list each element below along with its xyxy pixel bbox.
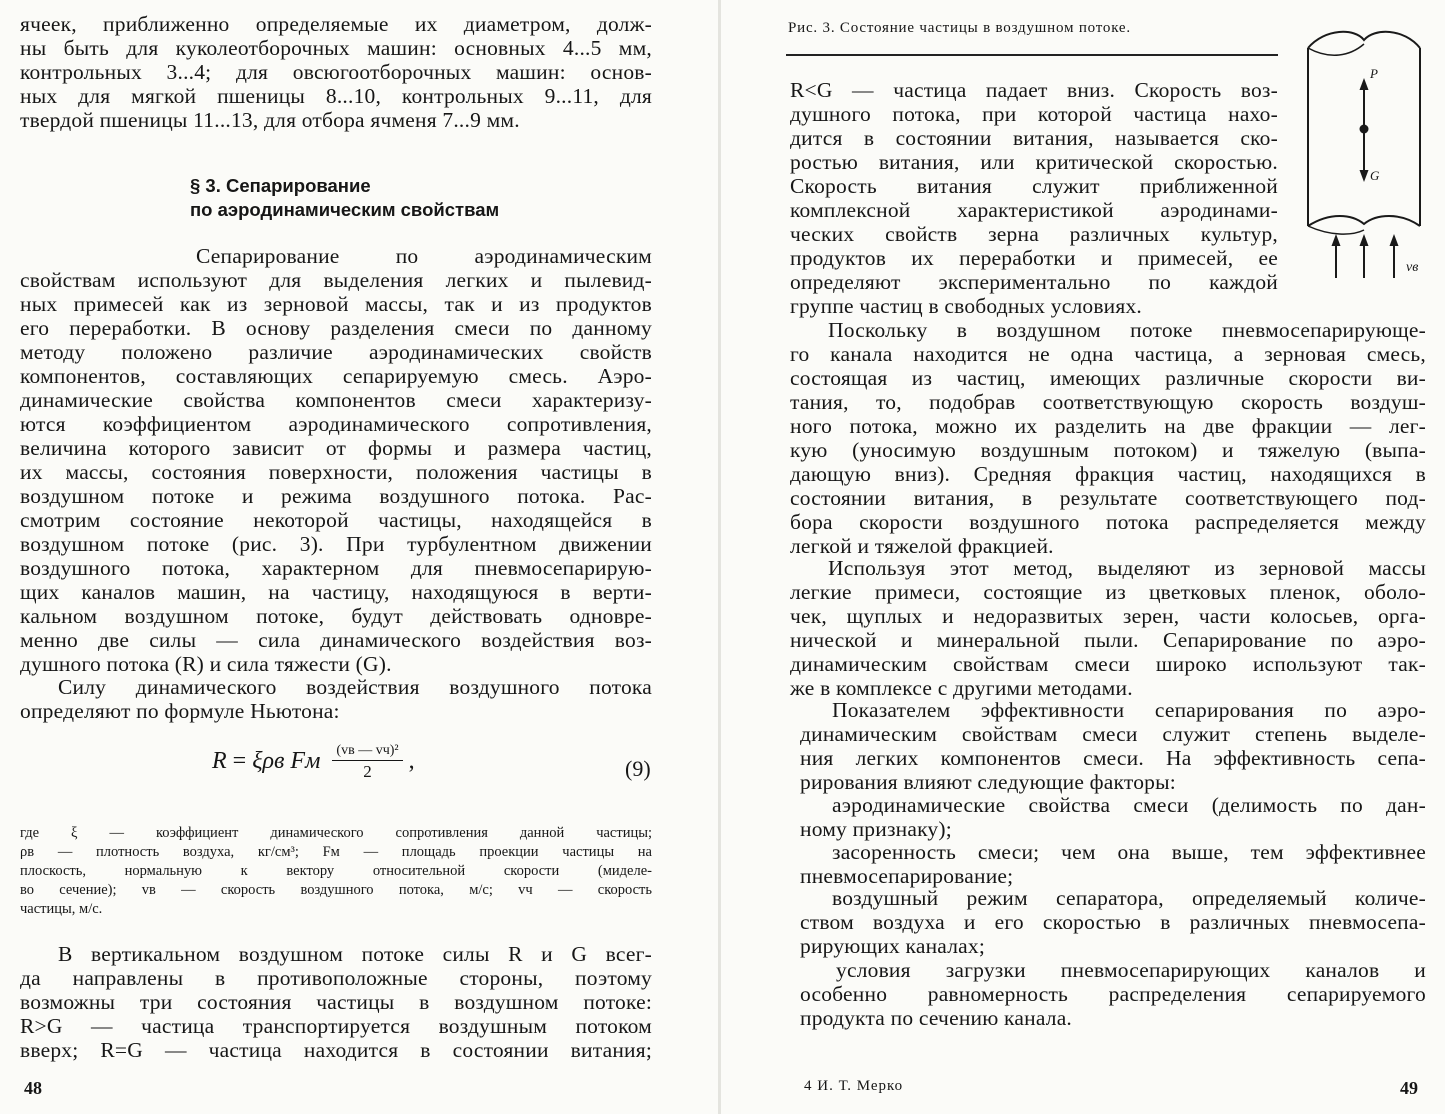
text-line: кальном воздушном потоке, будут действовать одновре- (20, 604, 652, 628)
heading-line-2: по аэродинамическим свойствам (190, 199, 500, 220)
text-line: динамические свойства компонентов смеси характеризу- (20, 388, 652, 412)
text-line: динамическим свойствам смеси широко используют так- (790, 652, 1426, 676)
footer-signature: 4 И. Т. Мерко (804, 1078, 904, 1094)
force-label-upper: P (1370, 66, 1378, 81)
paragraph-3 (20, 942, 652, 1062)
text-line: Показателем эффективности сепарирования по аэро- (832, 698, 1426, 722)
heading-line-1: § 3. Сепарирование (190, 175, 371, 196)
flow-arrowhead-1 (1332, 234, 1341, 246)
text-line: особенно равномерность распределения сепарируемого (800, 982, 1426, 1006)
text-line: величина которого зависит от формы и размера частиц, (20, 436, 652, 460)
text-line: комплексной характеристикой аэродинами- (790, 198, 1278, 222)
note-line: частицы, м/с. (20, 901, 103, 917)
equation-number: (9) (625, 756, 651, 781)
tube-bottom-inner (1308, 226, 1364, 234)
air-flow-figure (1300, 26, 1432, 286)
text-line: же в комплексе с другими методами. (790, 676, 1133, 700)
text-line: вверх; R=G — частица находится в состоянии витания; (20, 1038, 652, 1062)
text-line: продукта по сечению канала. (800, 1006, 1073, 1030)
text-line: ного потока, можно их разделить на две фракции — лег- (790, 414, 1426, 438)
text-line: ческих свойств зерна различных культур, (790, 222, 1278, 246)
page-gutter (718, 0, 721, 1114)
text-line: Сепарирование по аэродинамическим (196, 244, 652, 268)
text-line: воздушного потока, характерном для пневмосепарирую- (20, 556, 652, 580)
text-line: ных примесей как из зерновой массы, так и из продуктов (20, 292, 652, 316)
text-line: менно две силы — сила динамического воздействия воз- (20, 628, 652, 652)
text-line: дающую вниз). Средняя фракция частиц, находящихся в (790, 462, 1426, 486)
text-line: их массы, состояния поверхности, положения частицы в (20, 460, 652, 484)
force-label-lower: G (1370, 168, 1380, 183)
text-line: компонентов, составляющих сепарируемую смесь. Аэро- (20, 364, 652, 388)
caption-rule (786, 54, 1278, 56)
text-line: Силу динамического воздействия воздушного потока (58, 675, 652, 699)
text-line: определяют по формуле Ньютона: (20, 699, 340, 723)
note-line: ρв — плотность воздуха, кг/см³; Fм — площадь проекции частицы на (20, 844, 652, 860)
page-number-right: 49 (1400, 1078, 1418, 1098)
intro-paragraph (20, 12, 652, 132)
factor-2 (800, 840, 1426, 888)
text-line: методу положено различие аэродинамических свойств (20, 340, 652, 364)
right-paragraph-1 (790, 78, 1278, 318)
text-line: ния легких компонентов смеси. На эффективность сепа- (800, 746, 1426, 770)
flow-velocity-label: vв (1406, 260, 1419, 275)
text-line: воздушном потоке и режима воздушного потока. Рас- (20, 484, 652, 508)
text-line: дится в состоянии витания, называется ско- (790, 126, 1278, 150)
paragraph-1 (20, 244, 652, 676)
text-line: ются коэффициентом аэродинамического сопротивления, (20, 412, 652, 436)
text-line: го канала находится не одна частица, а зерновая смесь, (790, 342, 1426, 366)
text-line: состоящая из частиц, имеющих различные скорости ви- (790, 366, 1426, 390)
force-g-arrowhead (1360, 170, 1369, 182)
text-line: ством воздуха и его скоростью в различных пневмосепа- (800, 910, 1426, 934)
text-line: легкой и тяжелой фракцией. (790, 534, 1054, 558)
text-line: возможны три состояния частицы в воздушном потоке: (20, 990, 652, 1014)
section-heading (190, 174, 590, 222)
formula-fraction (332, 742, 402, 783)
particle-dot (1360, 125, 1369, 134)
text-line: R<G — частица падает вниз. Скорость воз- (790, 78, 1278, 102)
formula-lhs: R (212, 748, 227, 775)
text-line: щих каналов машин, на частицу, находящуюся в верти- (20, 580, 652, 604)
text-line: определяют экспериментально по каждой (790, 270, 1278, 294)
formula-coefficients: ξρв Fм (252, 748, 321, 775)
text-line: Используя этот метод, выделяют из зерновой массы (828, 556, 1426, 580)
right-paragraph-3 (790, 556, 1426, 700)
text-line: группе частиц в свободных условиях. (790, 294, 1142, 318)
text-line: ны быть для куколеотборочных машин: основных 4...5 мм, (20, 36, 652, 60)
formula-numerator: (vв — vч)² (332, 742, 402, 761)
text-line: Скорость витания служит приближенной (790, 174, 1278, 198)
note-line: плоскость, нормальную к вектору относительной скорости (миделе- (20, 863, 652, 879)
text-line: душного потока, при которой частица нахо- (790, 102, 1278, 126)
text-line: воздушный режим сепаратора, определяемый количе- (832, 886, 1426, 910)
text-line: ных для мягкой пшеницы 8...10, контрольных 9...11, для (20, 84, 652, 108)
formula-trailing-comma: , (408, 748, 415, 775)
text-line: ячеек, приближенно определяемые их диаметром, долж- (20, 12, 652, 36)
text-line: рирования влияют следующие факторы: (800, 770, 1176, 794)
text-line: условия загрузки пневмосепарирующих каналов и (836, 958, 1426, 982)
text-line: легкие примеси, состоящие из цветковых пленок, оболо- (790, 580, 1426, 604)
tube-bottom-edge (1308, 216, 1420, 226)
text-line: аэродинамические свойства смеси (делимость по дан- (832, 793, 1426, 817)
text-line: твердой пшеницы 11...13, для отбора ячменя 7...9 мм. (20, 108, 520, 132)
text-line: состоянии витания, в результате соответствующего под- (790, 486, 1426, 510)
flow-arrowhead-3 (1390, 234, 1399, 246)
force-r-arrowhead (1360, 78, 1369, 90)
text-line: пневмосепарирование; (800, 864, 1014, 888)
note-line: где ξ — коэффициент динамического сопротивления данной частицы; (20, 825, 652, 841)
page-number-left: 48 (24, 1078, 42, 1098)
text-line: смотрим состояние некоторой частицы, находящейся в (20, 508, 652, 532)
text-line: засоренность смеси; чем она выше, тем эффективнее (832, 840, 1426, 864)
text-line: душного потока (R) и сила тяжести (G). (20, 652, 392, 676)
figure-caption: Рис. 3. Состояние частицы в воздушном потоке. (788, 20, 1131, 36)
left-page (0, 0, 712, 1114)
text-line: рирующих каналах; (800, 934, 986, 958)
tube-top-inner (1308, 44, 1364, 55)
right-paragraph-2 (790, 318, 1426, 558)
factor-1 (800, 793, 1426, 841)
text-line: да направлены в противоположные стороны, поэтому (20, 966, 652, 990)
right-page (728, 0, 1445, 1114)
text-line: R>G — частица транспортируется воздушным потоком (20, 1014, 652, 1038)
tube-top-edge (1308, 32, 1420, 48)
text-line: нической и минеральной пыли. Сепарирование по аэро- (790, 628, 1426, 652)
text-line: контрольных 3...4; для овсюгоотборочных машин: основ- (20, 60, 652, 84)
formula-9 (212, 742, 512, 783)
text-line: Поскольку в воздушном потоке пневмосепарирующе- (828, 318, 1426, 342)
note-line: во сечение); vв — скорость воздушного потока, м/с; vч — скорость (20, 882, 652, 898)
text-line: ростью витания, или критической скоростью. (790, 150, 1278, 174)
text-line: свойствам используют для выделения легких и пылевид- (20, 268, 652, 292)
text-line: воздушном потоке (рис. 3). При турбулентном движении (20, 532, 652, 556)
text-line: его переработки. В основу разделения смеси по данному (20, 316, 652, 340)
flow-arrowhead-2 (1360, 234, 1369, 246)
text-line: чек, щуплых и недоразвитых зерен, части колосьев, орга- (790, 604, 1426, 628)
text-line: В вертикальном воздушном потоке силы R и G всег- (58, 942, 652, 966)
text-line: тания, то, подобрав соответствующую скорость воздуш- (790, 390, 1426, 414)
formula-denominator: 2 (363, 762, 372, 781)
factor-4 (800, 958, 1426, 1030)
text-line: бора скорости воздушного потока распределяется между (790, 510, 1426, 534)
text-line: кую (уносимую воздушным потоком) и тяжелую (выпа- (790, 438, 1426, 462)
text-line: динамическим свойствам смеси служит степень выделе- (800, 722, 1426, 746)
paragraph-2 (20, 675, 652, 723)
text-line: ному признаку); (800, 817, 952, 841)
formula-notes (20, 824, 652, 919)
formula-equals: = (232, 748, 247, 775)
right-paragraph-4 (800, 698, 1426, 794)
text-line: продуктов их переработки и примесей, ее (790, 246, 1278, 270)
factor-3 (800, 886, 1426, 958)
